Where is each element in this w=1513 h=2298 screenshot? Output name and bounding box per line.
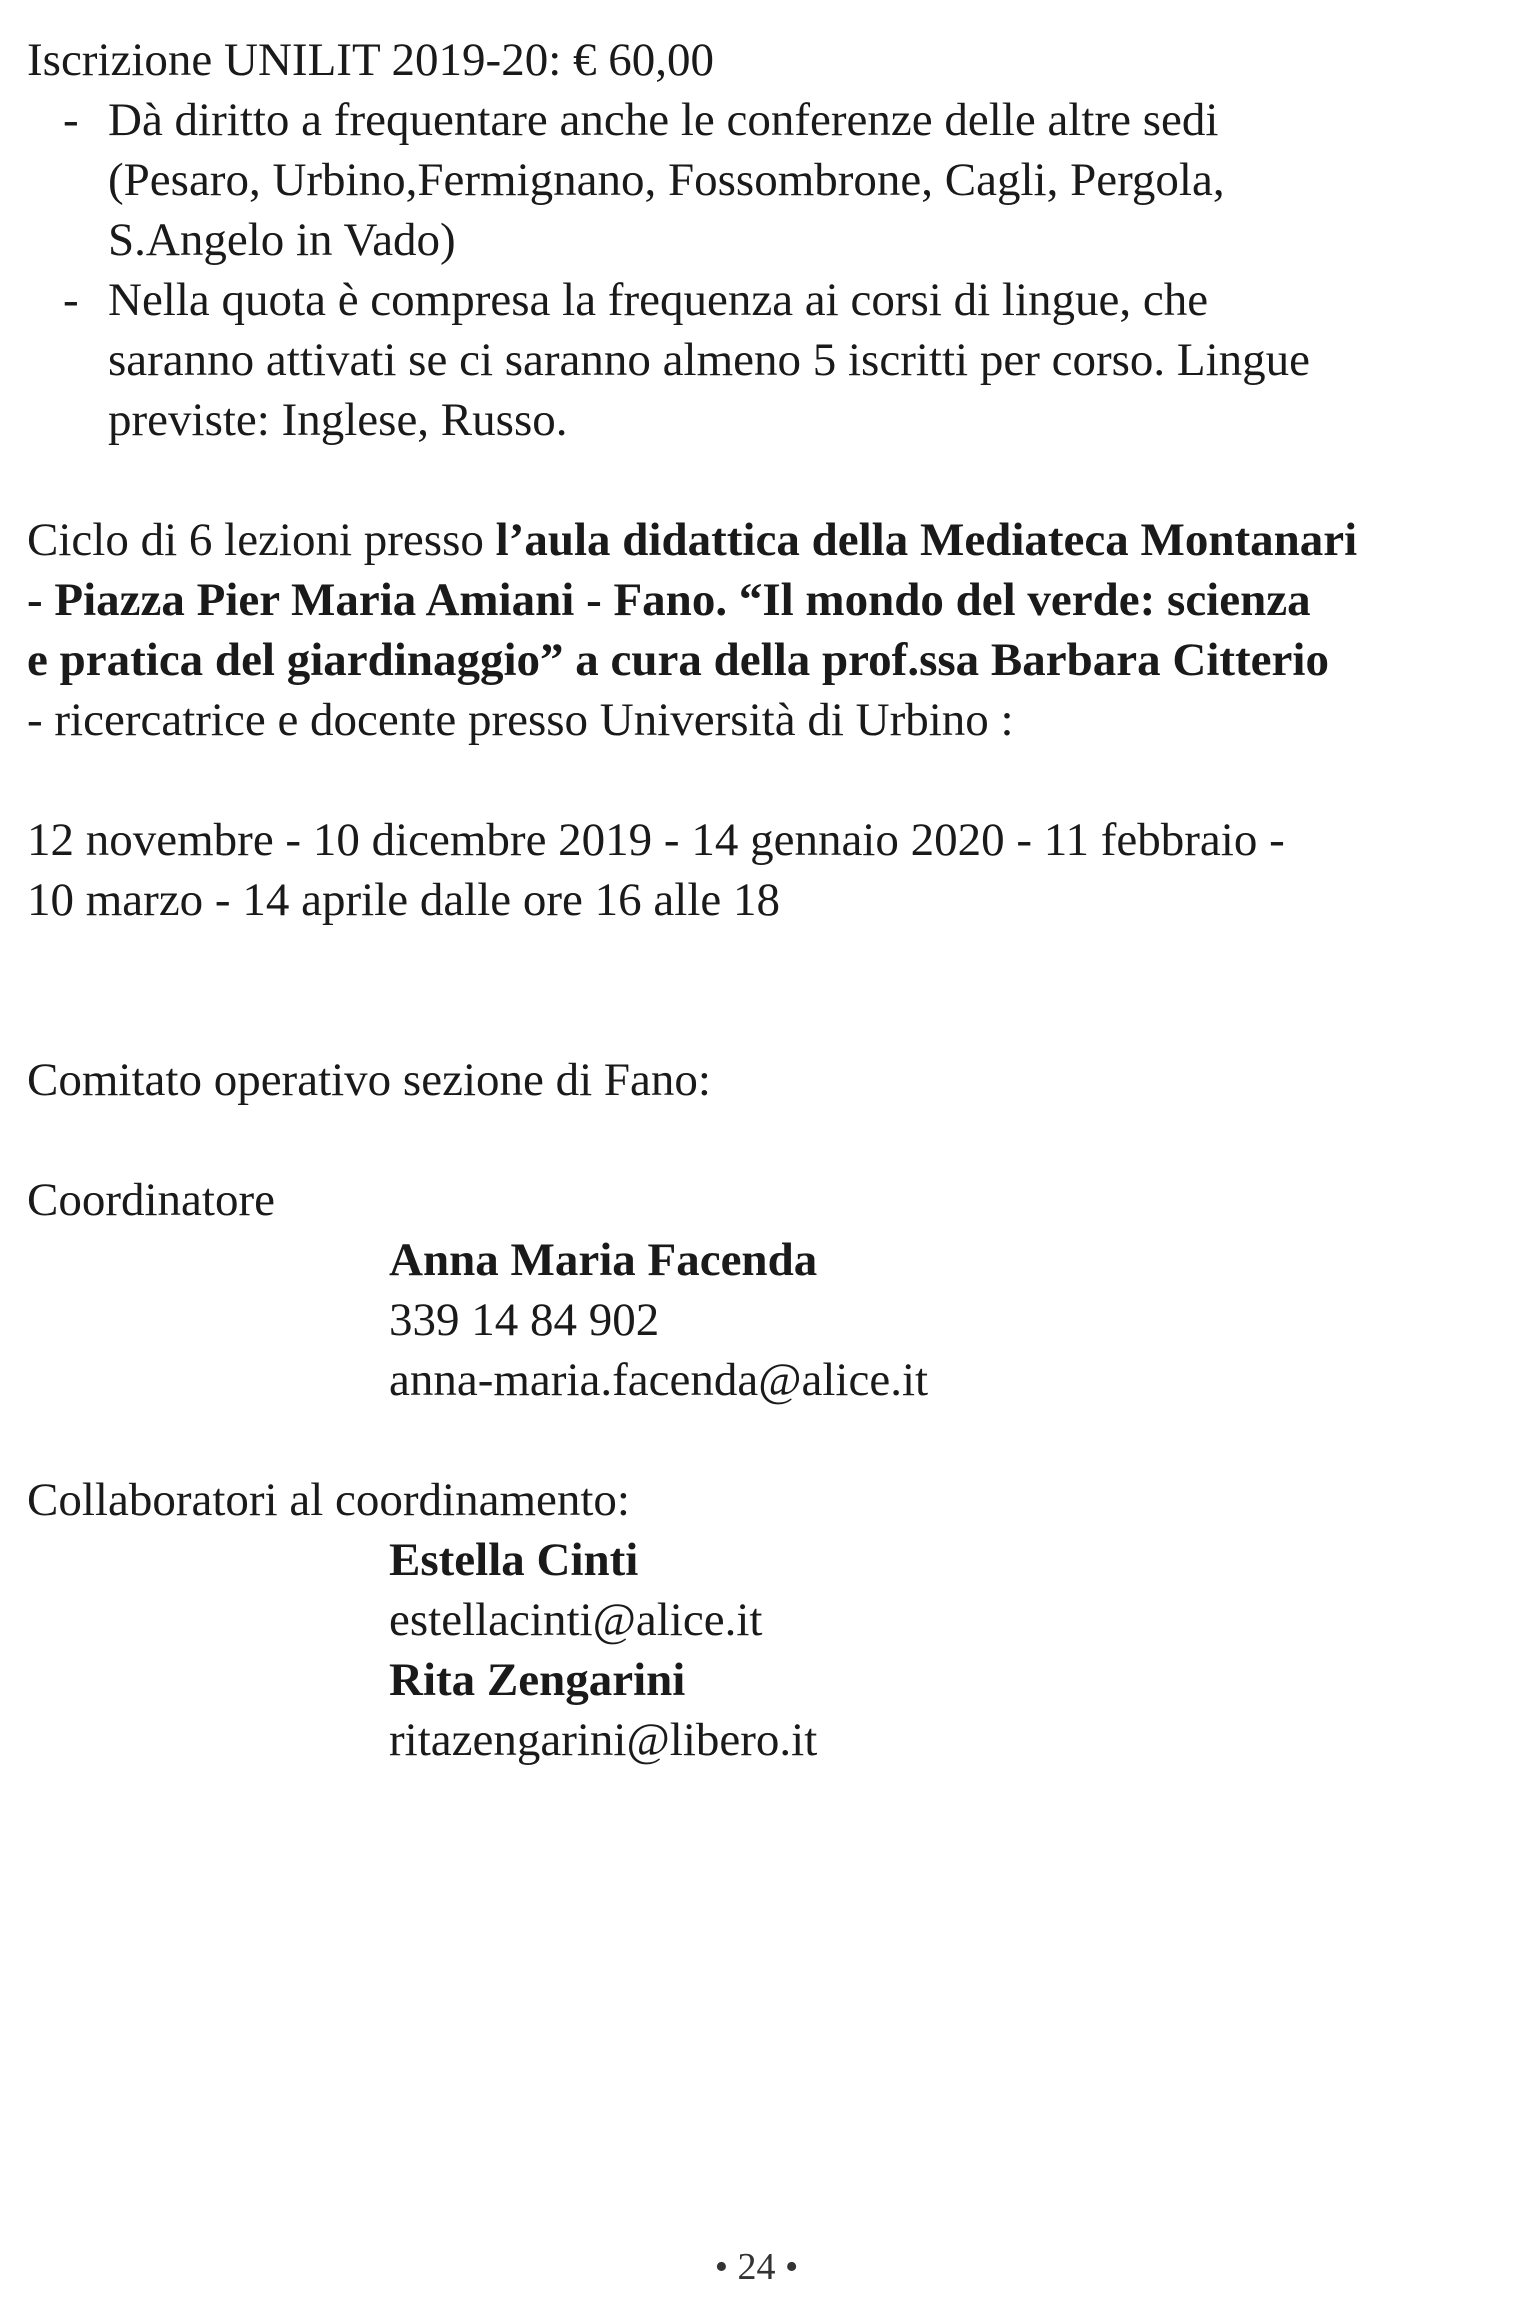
page-number: • 24 • — [714, 2246, 799, 2288]
spacer — [27, 450, 1447, 510]
bullet-text-line: Dà diritto a frequentare anche le conferenze delle altre sedi — [108, 94, 1219, 146]
collaborator-email: estellacinti@alice.it — [389, 1594, 763, 1646]
enrollment-title: Iscrizione UNILIT 2019-20: € 60,00 — [27, 34, 715, 86]
document-page — [27, 30, 1447, 1770]
spacer — [27, 750, 1447, 810]
collaborator-email: ritazengarini@libero.it — [389, 1714, 818, 1766]
bullet-item — [27, 270, 1447, 450]
collaborator-name: Rita Zengarini — [389, 1654, 686, 1706]
spacer — [27, 1410, 1447, 1470]
coordinator-label: Coordinatore — [27, 1174, 275, 1226]
spacer — [27, 1110, 1447, 1170]
dates-line: 12 novembre - 10 dicembre 2019 - 14 gennaio 2020 - 11 febbraio - — [27, 814, 1285, 866]
bullet-item — [27, 90, 1447, 270]
course-line: - ricercatrice e docente presso Università di Urbino : — [27, 694, 1014, 746]
bullet-text-line: Nella quota è compresa la frequenza ai corsi di lingue, che — [108, 274, 1209, 326]
bullet-text-line: saranno attivati se ci saranno almeno 5 iscritti per corso. Lingue — [108, 334, 1311, 386]
course-line: - Piazza Pier Maria Amiani - Fano. “Il mondo del verde: scienza — [27, 574, 1311, 626]
spacer — [27, 930, 1447, 1050]
course-line: e pratica del giardinaggio” a cura della prof.ssa Barbara Citterio — [27, 634, 1329, 686]
bullet-text-line: S.Angelo in Vado) — [108, 214, 456, 266]
course-line — [27, 510, 1447, 570]
course-venue-text: l’aula didattica della Mediateca Montanari — [495, 514, 1358, 566]
bullet-dash: - — [63, 274, 79, 326]
collaborators-label: Collaboratori al coordinamento: — [27, 1474, 630, 1526]
bullet-dash: - — [63, 94, 79, 146]
course-intro-text: Ciclo di 6 lezioni presso — [27, 514, 496, 566]
coordinator-phone: 339 14 84 902 — [389, 1294, 660, 1346]
bullet-text-line: (Pesaro, Urbino,Fermignano, Fossombrone, Cagli, Pergola, — [108, 154, 1225, 206]
coordinator-name: Anna Maria Facenda — [389, 1234, 818, 1286]
committee-heading: Comitato operativo sezione di Fano: — [27, 1054, 711, 1106]
bullet-text-line: previste: Inglese, Russo. — [108, 394, 568, 446]
coordinator-email: anna-maria.facenda@alice.it — [389, 1354, 929, 1406]
collaborator-name: Estella Cinti — [389, 1534, 639, 1586]
dates-line: 10 marzo - 14 aprile dalle ore 16 alle 18 — [27, 874, 781, 926]
